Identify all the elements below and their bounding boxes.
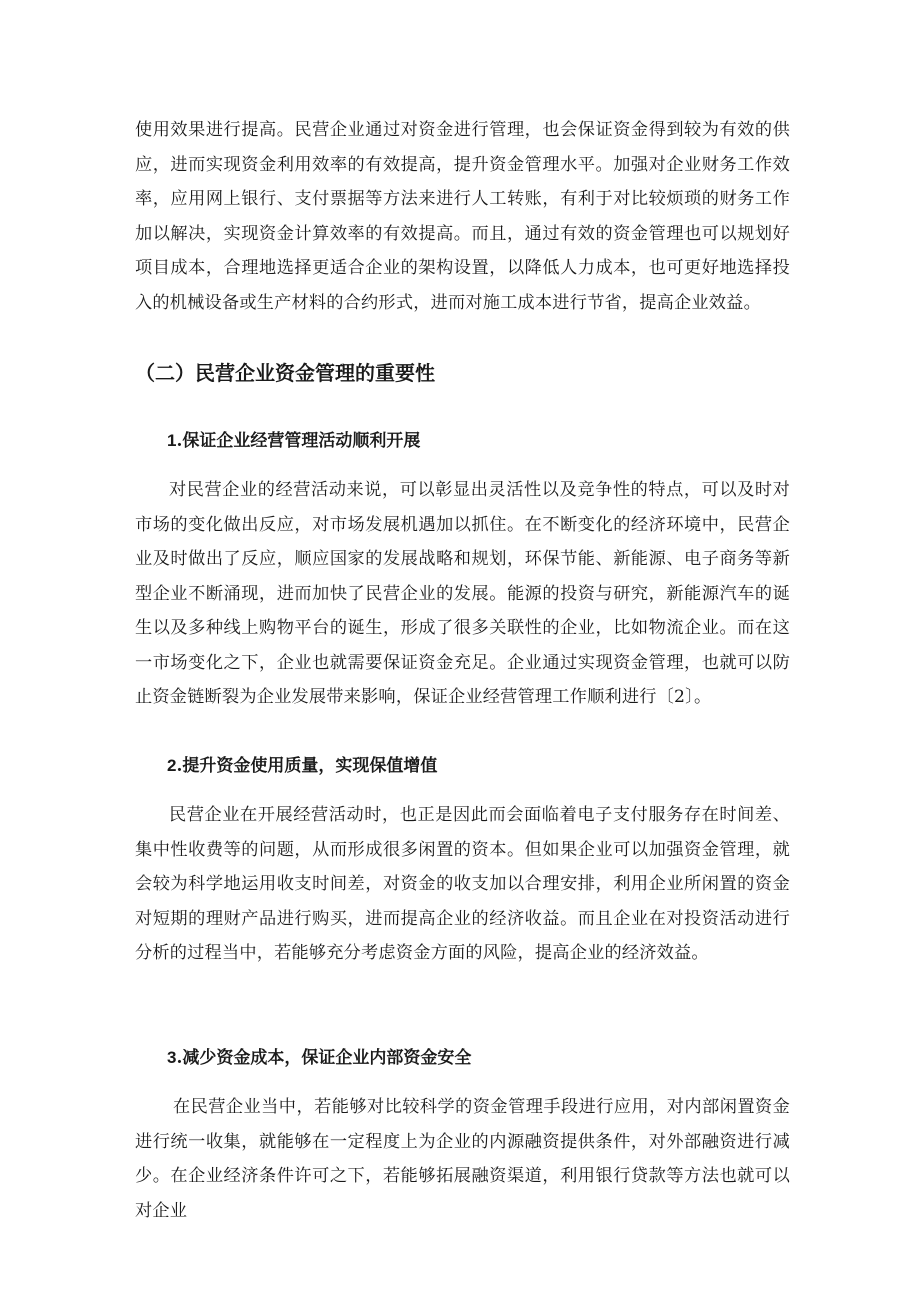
subsection-title-1: .保证企业经营管理活动顺利开展 xyxy=(176,431,421,451)
subsection-heading-1 xyxy=(167,427,420,455)
subsection-number-3: 3 xyxy=(167,1048,177,1067)
subsection-heading-2 xyxy=(167,752,437,780)
subsection-number-2: 2 xyxy=(167,756,177,775)
paragraph-intro: 使用效果进行提高。民营企业通过对资金进行管理，也会保证资金得到较为有效的供应，进而实现资金利用效率的有效提高，提升资金管理水平。加强对企业财务工作效率，应用网上银行、支付票据等方法来进行人工转账，有利于对比较烦琐的财务工作加以解决，实现资金计算效率的有效提高。而且，通过有效的资金管理也可以规划好项目成本，合理地选择更适合企业的架构设置，以降低人力成本，也可更好地选择投入的机械设备或生产材料的合约形式，进而对施工成本进行节省，提高企业效益。 xyxy=(135,120,790,313)
subsection-title-3: .减少资金成本，保证企业内部资金安全 xyxy=(176,1048,472,1068)
subsection-heading-3 xyxy=(167,1044,471,1072)
subsection-number-1: 1 xyxy=(167,431,177,450)
subsection-body-2: 民营企业在开展经营活动时，也正是因此而会面临着电子支付服务存在时间差、集中性收费等的问题，从而形成很多闲置的资本。但如果企业可以加强资金管理，就会较为科学地运用收支时间差，对资金的收支加以合理安排，利用企业所闲置的资金对短期的理财产品进行购买，进而提高企业的经济收益。而且企业在对投资活动进行分析的过程当中，若能够充分考虑资金方面的风险，提高企业的经济效益。 xyxy=(135,805,790,963)
section-heading: （二）民营企业资金管理的重要性 xyxy=(135,361,435,385)
subsection-body-1: 对民营企业的经营活动来说，可以彰显出灵活性以及竞争性的特点，可以及时对市场的变化做出反应，对市场发展机遇加以抓住。在不断变化的经济环境中，民营企业及时做出了反应，顺应国家的发展战略和规划，环保节能、新能源、电子商务等新型企业不断涌现，进而加快了民营企业的发展。能源的投资与研究，新能源汽车的诞生以及多种线上购物平台的诞生，形成了很多关联性的企业，比如物流企业。而在这一市场变化之下，企业也就需要保证资金充足。企业通过实现资金管理，也就可以防止资金链断裂为企业发展带来影响，保证企业经营管理工作顺利进行〔2〕。 xyxy=(135,480,790,707)
subsection-title-2: .提升资金使用质量，实现保值增值 xyxy=(176,756,438,776)
subsection-body-3: 在民营企业当中，若能够对比较科学的资金管理手段进行应用，对内部闲置资金进行统一收集，就能够在一定程度上为企业的内源融资提供条件，对外部融资进行减少。在企业经济条件许可之下，若能够拓展融资渠道，利用银行贷款等方法也就可以对企业 xyxy=(135,1097,790,1221)
